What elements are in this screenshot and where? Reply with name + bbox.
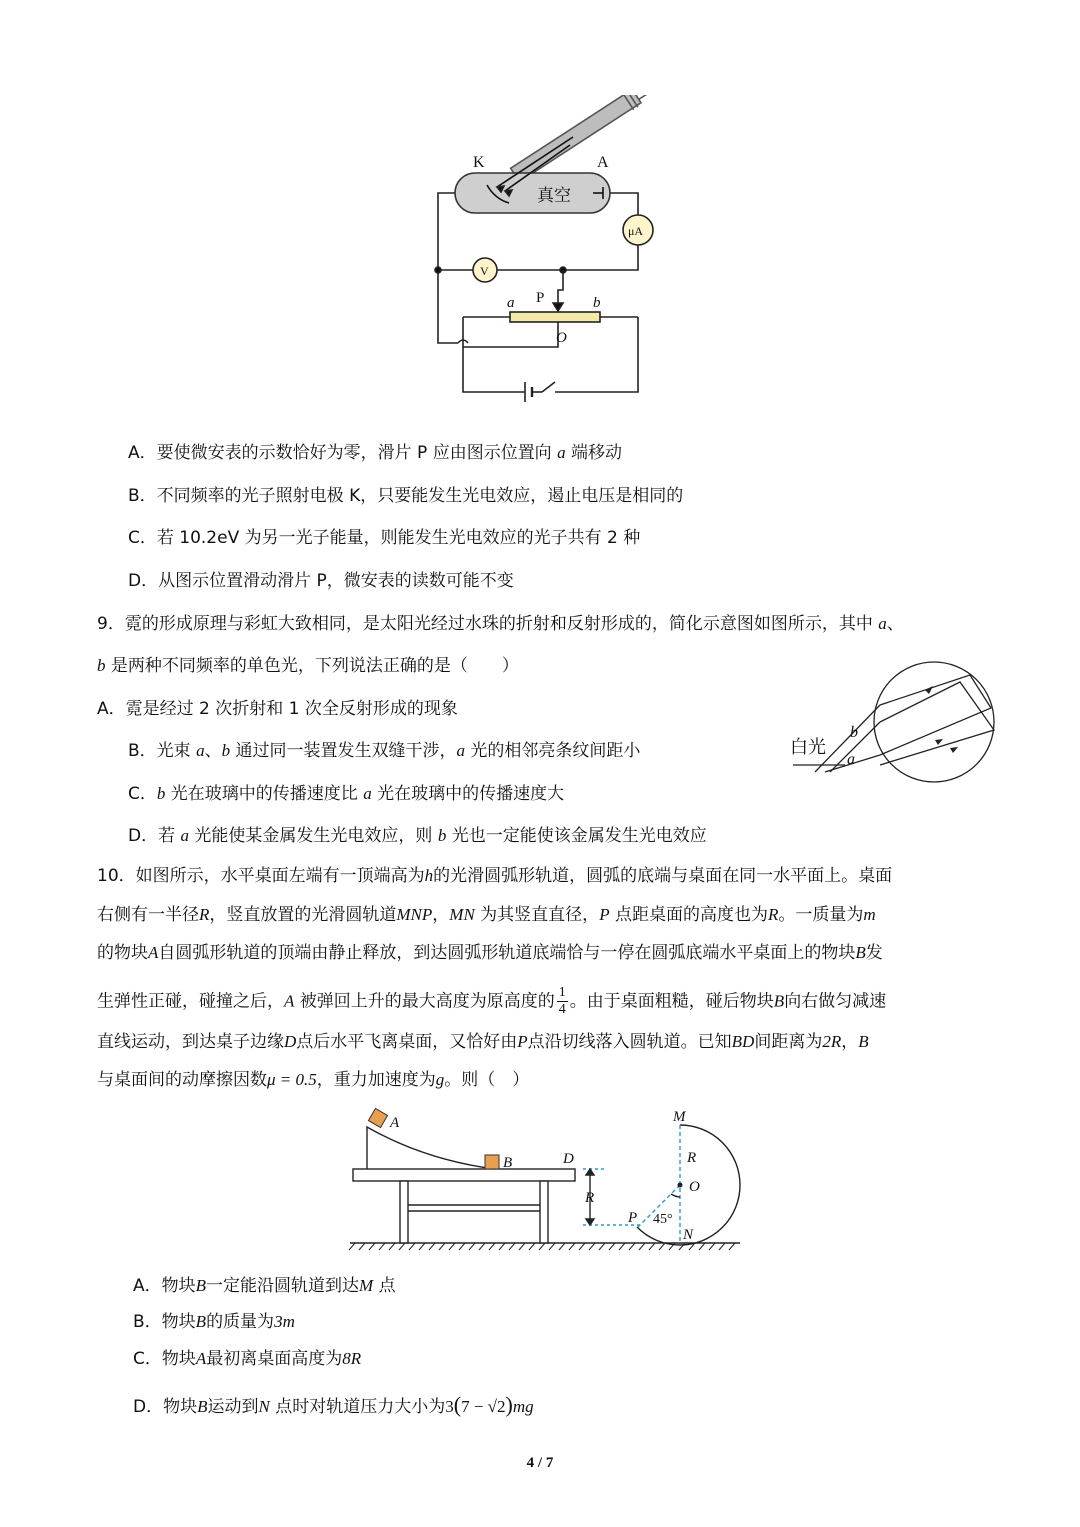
q8-option-b[interactable]: B．不同频率的光子照射电极 K，只要能发生光电效应，遏止电压是相同的 bbox=[128, 486, 684, 506]
label-O: O bbox=[556, 330, 567, 346]
label-M: M bbox=[673, 1109, 686, 1125]
label-white-light: 白光 bbox=[790, 737, 826, 758]
label-K: K bbox=[473, 154, 485, 171]
q10-stem-line4: 生弹性正碰，碰撞之后，A 被弹回上升的最大高度为原高度的 $\frac{1}{4}$ 。由于桌面粗糙，碰后物块B向右做匀减速 bbox=[97, 985, 887, 1017]
q10-option-a[interactable]: A．物块B一定能沿圆轨道到达M 点 bbox=[133, 1276, 396, 1296]
ground-hatching bbox=[349, 1243, 735, 1250]
label-B: B bbox=[503, 1155, 513, 1171]
table-top bbox=[353, 1169, 575, 1181]
table-track-figure bbox=[345, 1105, 745, 1255]
q10-stem-line6: 与桌面间的动摩擦因数μ = 0.5，重力加速度为g。则（ ） bbox=[97, 1070, 530, 1090]
q9-option-b[interactable]: B．光束 a、b 通过同一装置发生双缝干涉，a 光的相邻亮条纹间距小 bbox=[128, 741, 641, 761]
label-b: b bbox=[593, 295, 601, 311]
label-O: O bbox=[689, 1179, 700, 1195]
label-ray-a: a bbox=[847, 751, 855, 768]
droplet-circle bbox=[874, 662, 994, 782]
label-A: A bbox=[597, 154, 609, 171]
q9-stem-line2: b 是两种不同频率的单色光，下列说法正确的是（ ） bbox=[97, 656, 519, 676]
label-V: V bbox=[480, 264, 489, 278]
label-R-radius: R bbox=[687, 1150, 697, 1166]
label-P: P bbox=[536, 290, 545, 306]
q8-option-c[interactable]: C．若 10.2eV 为另一光子能量，则能发生光电效应的光子共有 2 种 bbox=[128, 528, 641, 548]
label-P: P bbox=[628, 1210, 638, 1226]
q9-stem-line1: 9．霓的形成原理与彩虹大致相同，是太阳光经过水珠的折射和反射形成的，简化示意图如图所示，其中 a、 bbox=[97, 614, 904, 634]
label-uA: μA bbox=[628, 224, 644, 238]
q9-option-a[interactable]: A．霓是经过 2 次折射和 1 次全反射形成的现象 bbox=[97, 699, 458, 719]
label-R-height: R bbox=[585, 1190, 595, 1206]
vacuum-tube bbox=[455, 173, 610, 213]
q10-stem-line1: 10．如图所示，水平桌面左端有一顶端高为h的光滑圆弧形轨道，圆弧的底端与桌面在同一水平面上。桌面 bbox=[97, 866, 893, 886]
q10-stem-line3: 的物块A自圆弧形轨道的顶端由静止释放，到达圆弧形轨道底端恰与一停在圆弧底端水平桌面上的物块B发 bbox=[97, 943, 883, 963]
q9-option-d[interactable]: D．若 a 光能使某金属发生光电效应，则 b 光也一定能使该金属发生光电效应 bbox=[128, 826, 707, 846]
water-droplet-figure bbox=[785, 660, 1000, 790]
label-N: N bbox=[683, 1227, 694, 1243]
label-A: A bbox=[390, 1115, 400, 1131]
label-angle: 45° bbox=[653, 1212, 673, 1227]
rheostat bbox=[510, 312, 600, 322]
q10-option-c[interactable]: C．物块A最初离桌面高度为8R bbox=[133, 1349, 362, 1369]
arc-ramp bbox=[367, 1127, 495, 1169]
fraction-one-quarter: $\frac{1}{4}$ bbox=[558, 985, 566, 1017]
q10-option-d[interactable]: D．物块B运动到N 点时对轨道压力大小为3(7 − √2)mg bbox=[133, 1392, 534, 1417]
q8-option-a[interactable] bbox=[128, 441, 622, 465]
block-A bbox=[368, 1108, 387, 1127]
light-tube bbox=[511, 95, 641, 182]
label-ray-b: b bbox=[850, 724, 858, 741]
label-a: a bbox=[507, 295, 515, 311]
q8-option-d[interactable]: D．从图示位置滑动滑片 P，微安表的读数可能不变 bbox=[128, 571, 514, 591]
center-O bbox=[678, 1183, 683, 1188]
q10-option-b[interactable]: B．物块B的质量为3m bbox=[133, 1312, 295, 1332]
q8-option-a-pre: A．要使微安表的示数恰好为零，滑片 P 应由图示位置向 bbox=[128, 443, 558, 463]
label-D: D bbox=[563, 1151, 574, 1167]
block-B bbox=[485, 1155, 499, 1169]
q8-option-a-var: a bbox=[557, 443, 566, 462]
label-vacuum: 真空 bbox=[537, 186, 571, 206]
q9-option-c[interactable]: C．b 光在玻璃中的传播速度比 a 光在玻璃中的传播速度大 bbox=[128, 784, 565, 804]
page-number: 4 / 7 bbox=[526, 1455, 554, 1471]
q10-stem-line2: 右侧有一半径R，竖直放置的光滑圆轨道MNP，MN 为其竖直直径，P 点距桌面的高度也为R。一质量为m bbox=[97, 905, 876, 925]
photoelectric-circuit-figure bbox=[425, 95, 655, 425]
q8-option-a-post: 端移动 bbox=[565, 443, 622, 463]
q10-stem-line5: 直线运动，到达桌子边缘D点后水平飞离桌面，又恰好由P点沿切线落入圆轨道。已知BD间距离为2R，B bbox=[97, 1032, 869, 1052]
